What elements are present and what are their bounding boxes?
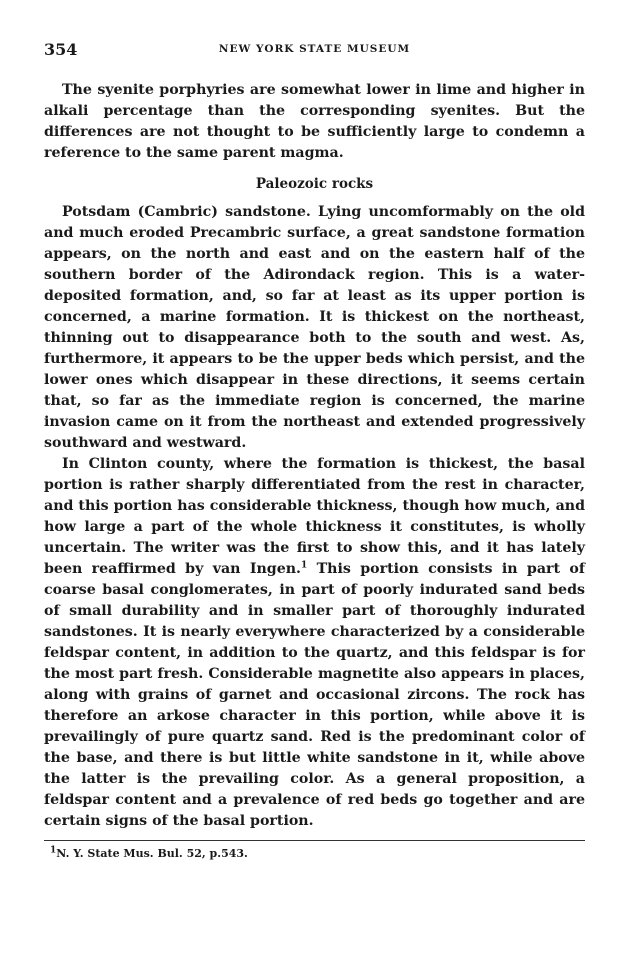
footnote-divider [44,840,585,841]
paragraph-potsdam-text: Lying uncomformably on the old and much eroded Precambric surface, a great sandstone formation appears, on the north and east and on the eastern half of the southern border of the Adirondack region. This is a water-deposited formation, and, so far at least as its upper portion is concerned, a marine formation. It is thickest on the northeast, thinning out to disappearance both to the south and west. As, furthermore, it appears to be the upper beds which persist, and the lower ones which disappear in these directions, it seems certain that, so far as the immediate region is concerned, the marine invasion came on it from the northeast and extended progressively southward and westward. [44,204,585,451]
paragraph-syenite: The syenite porphyries are somewhat lower in lime and higher in alkali percentage than the corresponding syenites. But the differences are not thought to be sufficiently large to condemn a reference to the same parent magma. [44,82,585,161]
page-header [44,40,585,62]
page-number: 354 [44,40,78,59]
body-text [44,80,585,832]
document-page [44,40,585,861]
paragraph-subhead: Potsdam (Cambric) sandstone. [62,204,311,220]
section-heading: Paleozoic rocks [255,176,374,192]
paragraph-clinton-text-a: In Clinton county, where the formation is thickest, the basal portion is rather sharply differentiated from the rest in character, and this portion has considerable thickness, though how much, and how large a part of the whole thickness it constitutes, is wholly uncertain. The writer was the first to show this, and it has lately been reaffirmed by van Ingen. [44,456,585,577]
footnote-reference: 1 [300,560,308,571]
footnote-text: N. Y. State Mus. Bul. 52, p.543. [56,847,248,860]
paragraph-clinton-text-b: This portion consists in part of coarse basal conglomerates, in part of poorly indurated sand beds of small durability and in smaller part of thoroughly indurated sandstones. It is nearly everywhere characterized by a considerable feldspar content, in addition to the quartz, and this feldspar is for the most part fresh. Considerable magnetite also appears in places, along with grains of garnet and occasional zircons. The rock has therefore an arkose character in this portion, while above it is prevailingly of pure quartz sand. Red is the predominant color of the base, and there is but little white sandstone in it, while above the latter is the prevailing color. As a general proposition, a feldspar content and a prevalence of red beds go together and are certain signs of the basal portion. [44,561,585,829]
footnote-marker: 1 [50,845,57,856]
paragraph-clinton-county [44,454,585,832]
paragraph-potsdam [44,202,585,454]
footnote [44,847,585,861]
running-title: NEW YORK STATE MUSEUM [218,43,411,55]
